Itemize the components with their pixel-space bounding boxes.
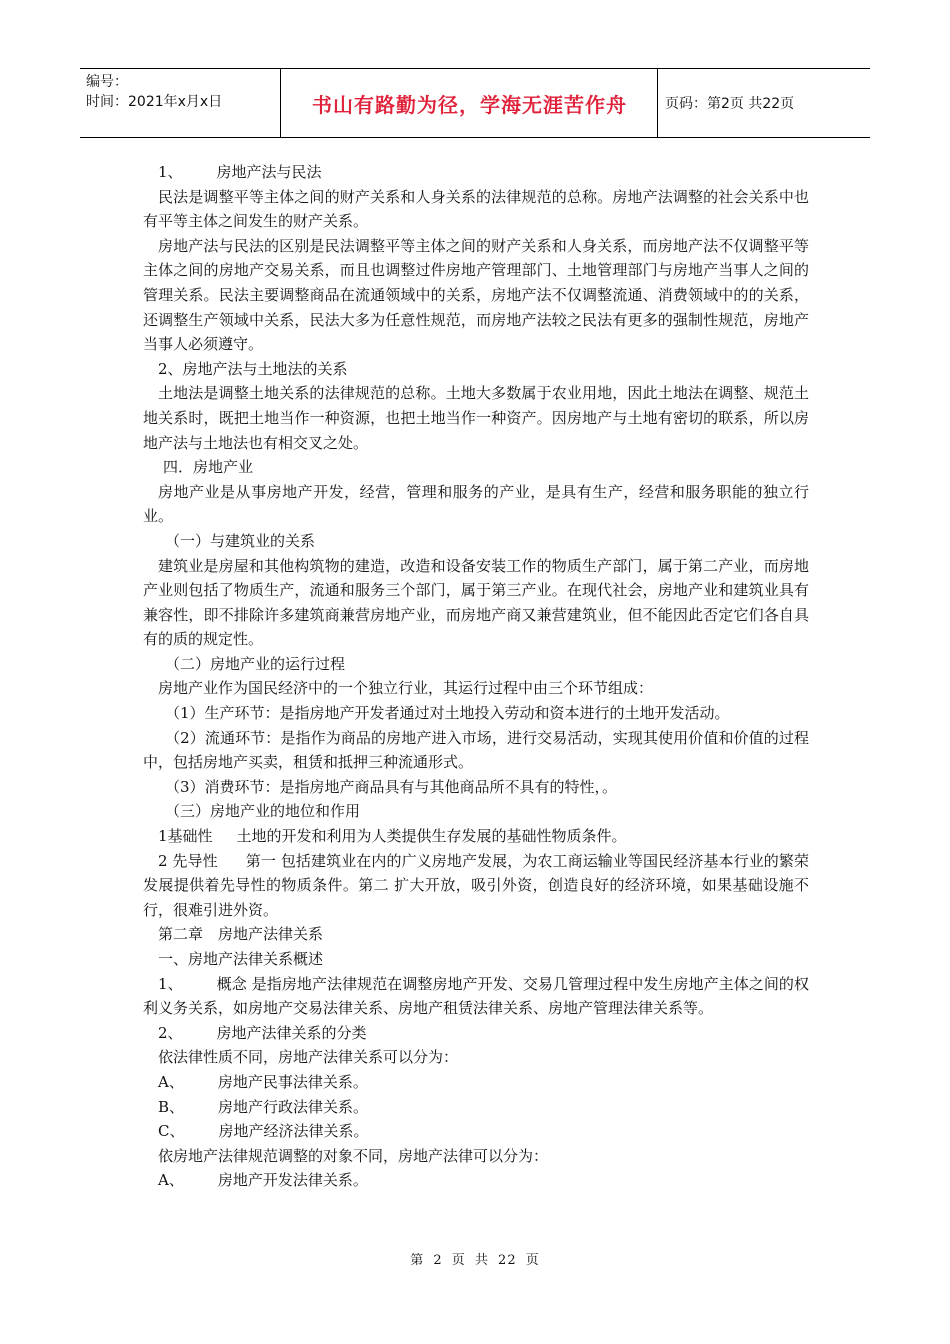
list-item: （3）消费环节：是指房地产商品具有与其他商品所不具有的特性，。 (165, 777, 618, 796)
list-item: C、 房地产经济法律关系。 (158, 1122, 369, 1141)
paragraph: 房地产业是从事房地产开发，经营，管理和服务的产业，是具有生产，经营和服务职能的独立行业。 (143, 482, 809, 526)
paragraph: 建筑业是房屋和其他构筑物的建造，改造和设备安装工作的物质生产部门，属于第二产业，而房地产业则包括了物质生产，流通和服务三个部门，属于第三产业。在现代社会，房地产业和建筑业具有兼容性，即不排除许多建筑商兼营房地产业，而房地产商又兼营建筑业，但不能因此否定它们各自具有的质的规定性。 (143, 556, 809, 649)
chapter-heading: 第二章 房地产法律关系 (158, 925, 324, 944)
list-item: B、 房地产行政法律关系。 (158, 1097, 369, 1116)
header-page-number: 页码：第2页 共22页 (665, 96, 795, 112)
paragraph: 土地法是调整土地关系的法律规范的总称。土地大多数属于农业用地，因此土地法在调整、规范土地关系时，既把土地当作一种资源，也把土地当作一种资产。因房地产与土地有密切的联系，所以房地产法与土地法也有相交叉之处。 (143, 384, 809, 452)
paragraph: 房地产业作为国民经济中的一个独立行业，其运行过程中由三个环节组成： (158, 679, 654, 698)
paragraph: 依法律性质不同，房地产法律关系可以分为： (158, 1048, 459, 1067)
list-item: A、 房地产民事法律关系。 (158, 1072, 368, 1091)
section-heading: 1、 房地产法与民法 (158, 163, 322, 181)
list-item: A、 房地产开发法律关系。 (158, 1171, 368, 1190)
list-item: 2 先导性 第一 包括建筑业在内的广义房地产发展，为农工商运输业等国民经济基本行业的繁荣发展提供着先导性的物质条件。第二 扩大开放，吸引外资，创造良好的经济环境，如果基础设施不行，很难引进外资。 (143, 851, 809, 919)
list-item: （2）流通环节：是指作为商品的房地产进入市场，进行交易活动，实现其使用价值和价值的过程中，包括房地产买卖，租赁和抵押三种流通形式。 (143, 728, 809, 772)
section-heading: 四．房地产业 (163, 458, 254, 477)
list-item: （1）生产环节：是指房地产开发者通过对土地投入劳动和资本进行的土地开发活动。 (165, 704, 730, 723)
paragraph: 房地产法与民法的区别是民法调整平等主体之间的财产关系和人身关系，而房地产法不仅调整平等主体之间的房地产交易关系，而且也调整过件房地产管理部门、土地管理部门与房地产当事人之间的管理关系。民法主要调整商品在流通领域中的关系，房地产法不仅调整流通、消费领域中的的关系，还调整生产领域中关系，民法大多为任意性规范，而房地产法较之民法有更多的强制性规范，房地产当事人必须遵守。 (143, 236, 809, 354)
section-heading: 2、房地产法与土地法的关系 (158, 359, 348, 378)
subsection-heading: （二）房地产业的运行过程 (165, 654, 346, 673)
section-heading: 一、房地产法律关系概述 (158, 950, 324, 968)
section-heading: 2、 房地产法律关系的分类 (158, 1023, 367, 1042)
document-number: 编号： (86, 74, 128, 90)
list-item: 1、 概念 是指房地产法律规范在调整房地产开发、交易几管理过程中发生房地产主体之间的权利义务关系，如房地产交易法律关系、房地产租赁法律关系、房地产管理法律关系等。 (143, 974, 809, 1018)
page-footer: 第 2 页 共 22 页 (410, 1253, 540, 1268)
paragraph: 民法是调整平等主体之间的财产关系和人身关系的法律规范的总称。房地产法调整的社会关系中也有平等主体之间发生的财产关系。 (143, 187, 809, 231)
page-header (80, 68, 870, 138)
list-item: 1基础性 土地的开发和利用为人类提供生存发展的基础性物质条件。 (158, 827, 627, 846)
document-date: 时间：2021年x月x日 (86, 94, 223, 110)
document-body (143, 160, 809, 1193)
subsection-heading: （三）房地产业的地位和作用 (165, 802, 361, 821)
paragraph: 依房地产法律规范调整的对象不同，房地产法律可以分为： (158, 1146, 549, 1165)
subsection-heading: （一）与建筑业的关系 (165, 531, 316, 550)
header-meta (80, 69, 281, 137)
header-motto: 书山有路勤为径，学海无涯苦作舟 (282, 69, 658, 137)
